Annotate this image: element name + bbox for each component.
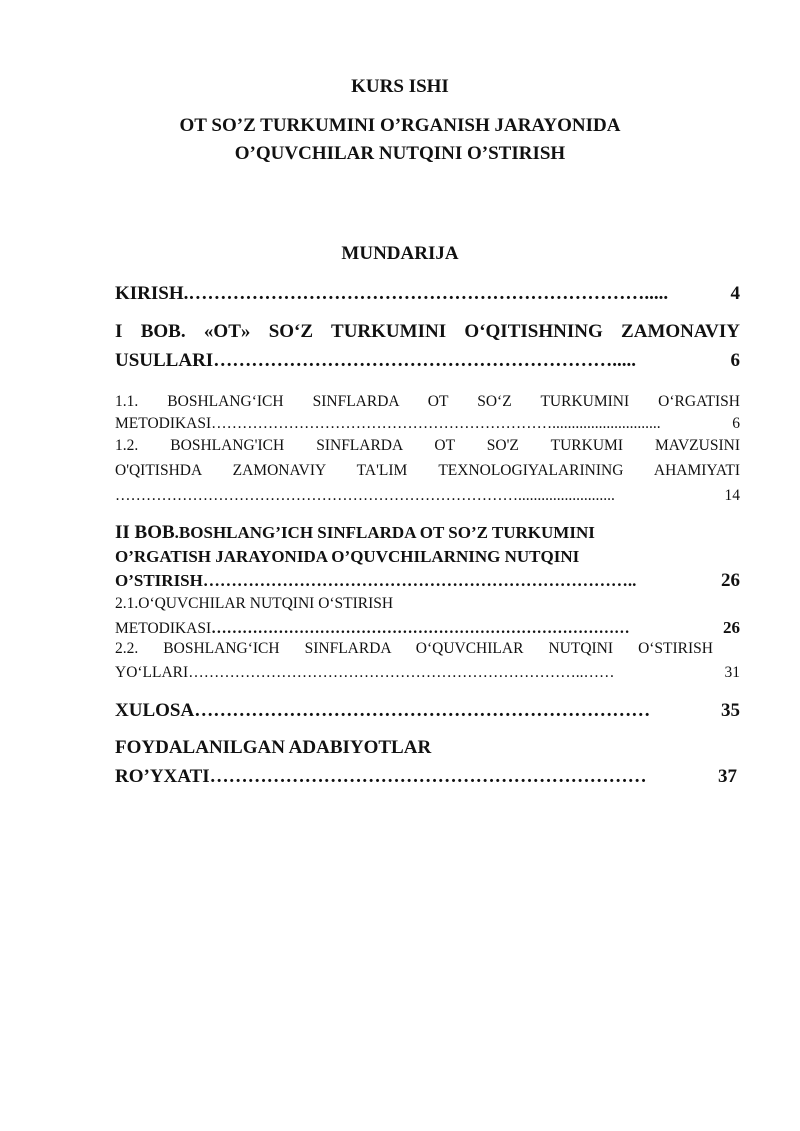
toc-entry-label: USULLARI bbox=[115, 350, 214, 371]
toc-page-number: 26 bbox=[721, 570, 740, 591]
toc-page-number: 35 bbox=[721, 700, 740, 721]
toc-entry-bob2-line2: O’RGATISH JARAYONIDA O’QUVCHILARNING NUTQINI bbox=[115, 547, 580, 566]
toc-entry-bob1-line1: I BOB. «OT» SO‘Z TURKUMINI O‘QITISHNING ZAMONAVIY bbox=[115, 321, 740, 342]
toc-entry-2-2 bbox=[115, 664, 740, 682]
toc-entry-1-2-line2: O'QITISHDA ZAMONAVIY TA'LIM TEXNOLOGIYALARINING AHAMIYATI bbox=[115, 462, 740, 479]
toc-entry-kirish bbox=[115, 283, 740, 305]
toc-entry-1-1-line1: 1.1. BOSHLANG‘ICH SINFLARDA OT SO‘Z TURKUMINI O‘RGATISH bbox=[115, 393, 740, 410]
toc-entry-bob1 bbox=[115, 350, 740, 372]
toc-entry-label: YO‘LLARI bbox=[115, 664, 189, 681]
toc-page-number: 26 bbox=[723, 618, 740, 637]
toc-entry-2-1-line1: 2.1.O‘QUVCHILAR NUTQINI O‘STIRISH bbox=[115, 595, 394, 612]
toc-leader: …………………………………………………………………..…… bbox=[188, 664, 615, 681]
toc-entry-label: METODIKASI bbox=[115, 620, 212, 637]
toc-page-number: 4 bbox=[730, 283, 740, 304]
toc-entry-label: RO’YXATI bbox=[115, 766, 210, 787]
toc-entry-label: KIRISH. bbox=[115, 283, 189, 304]
toc-entry-1-2-line1: 1.2. BOSHLANG'ICH SINFLARDA OT SO'Z TURKUMI MAVZUSINI bbox=[115, 437, 740, 454]
toc-leader: ……………………………………………………………………......................... bbox=[115, 487, 615, 504]
toc-entry-1-1 bbox=[115, 415, 740, 433]
toc-entry-chapter-prefix: II BOB bbox=[115, 522, 175, 543]
toc-leader: ………………………………………………………..... bbox=[213, 350, 636, 371]
contents-heading: MUNDARIJA bbox=[341, 243, 459, 264]
toc-entry-1-2 bbox=[115, 487, 740, 505]
toc-leader: …………………………………………………………… bbox=[209, 766, 647, 787]
title-line-1: OT SO’Z TURKUMINI O’RGANISH JARAYONIDA bbox=[179, 115, 621, 136]
title-line-2: O’QUVCHILAR NUTQINI O’STIRISH bbox=[234, 143, 566, 164]
toc-page-number: 6 bbox=[730, 350, 740, 371]
toc-page-number: 14 bbox=[724, 487, 740, 504]
toc-leader: ………………………………………………………………….. bbox=[202, 571, 637, 590]
toc-entry-2-1 bbox=[115, 618, 740, 638]
document-type-heading: KURS ISHI bbox=[351, 76, 449, 97]
toc-entry-label: XULOSA bbox=[115, 700, 195, 721]
toc-entry-adabiyot-line1: FOYDALANILGAN ADABIYOTLAR bbox=[115, 737, 432, 758]
toc-page-number: 31 bbox=[724, 664, 740, 681]
toc-entry-label: METODIKASI bbox=[115, 415, 212, 432]
toc-entry-bob2 bbox=[115, 570, 740, 592]
toc-leader: …………………………………………………………............................ bbox=[211, 415, 661, 432]
toc-leader: ……………………………………………………………………… bbox=[211, 620, 630, 637]
toc-entry-bob2-line1 bbox=[115, 522, 740, 544]
toc-page-number: 37 bbox=[718, 766, 737, 787]
toc-entry-xulosa bbox=[115, 700, 740, 722]
toc-entry-label: O’STIRISH bbox=[115, 571, 203, 590]
toc-leader: ……………………………………………………………… bbox=[194, 700, 651, 721]
toc-page-number: 6 bbox=[732, 415, 740, 432]
toc-leader: ………………………………………………………………..... bbox=[188, 283, 669, 304]
toc-entry-2-2-line1: 2.2. BOSHLANG‘ICH SINFLARDA O‘QUVCHILAR NUTQINI O‘STIRISH bbox=[115, 640, 713, 657]
toc-entry-chapter-title: .BOSHLANG’ICH SINFLARDA OT SO’Z TURKUMINI bbox=[174, 523, 595, 542]
toc-entry-adabiyot bbox=[115, 766, 737, 788]
